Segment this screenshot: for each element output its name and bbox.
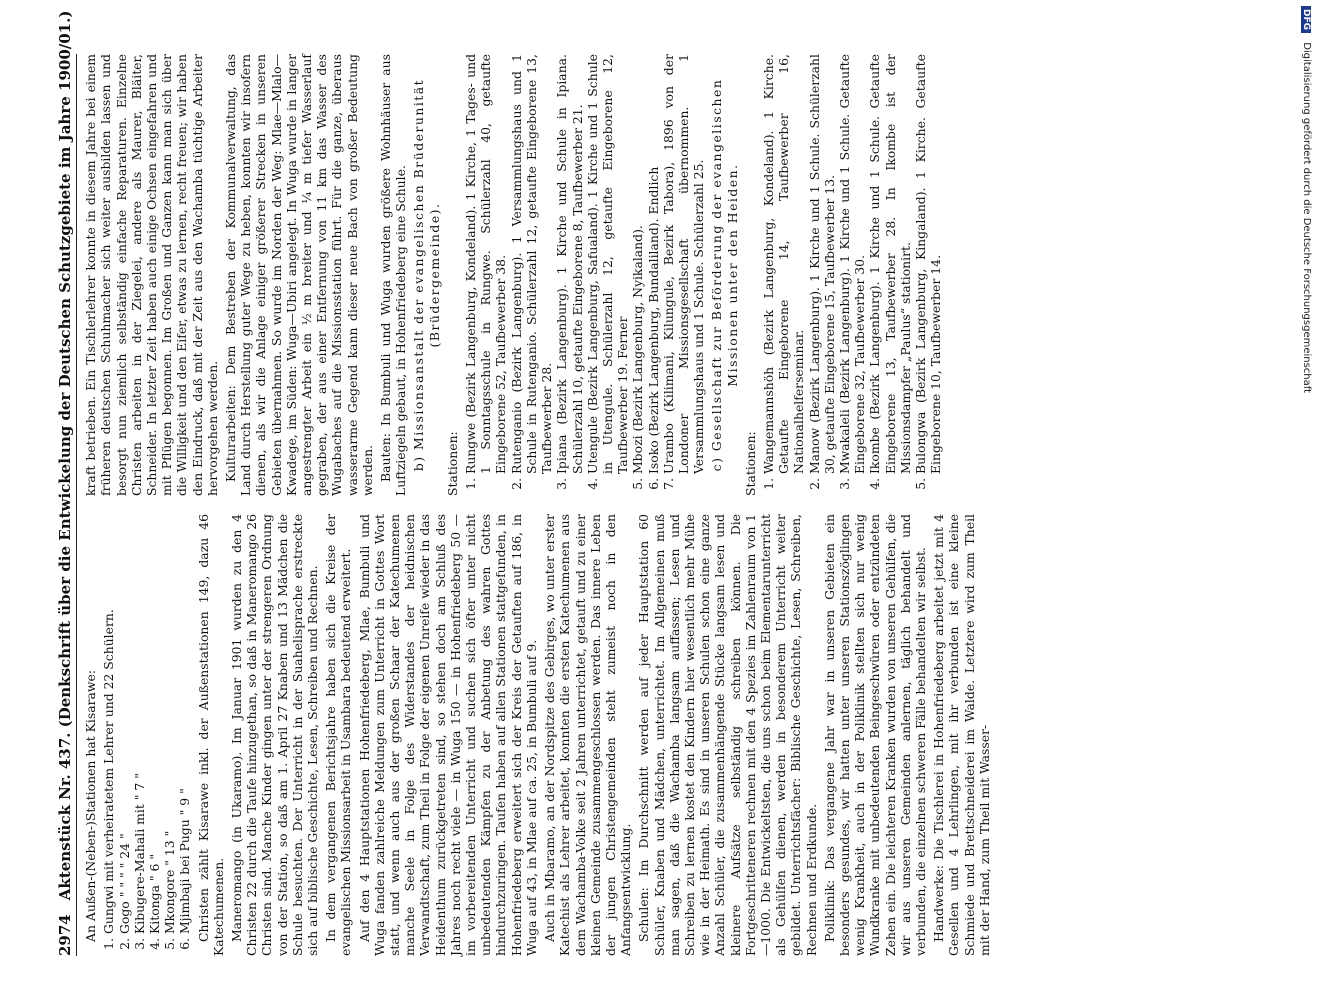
list-item: 1. Wangemannshöh (Bezirk Langenburg, Kondeland). 1 Kirche. Getaufte Eingeborene 14, Taufbewerber 16, Nationalhelferseminar. <box>761 54 807 474</box>
section-heading: c) Gesellschaft zur Beförderung der evangelischen Missionen unter den Heiden. <box>709 78 740 472</box>
list-item: 3. Ipiana (Bezirk Langenburg). 1 Kirche und Schule in Ipiana. Schülerzahl 10, getaufte Eingeborene 8, Taufbewerber 21. <box>554 54 584 474</box>
paragraph: Christen zählt Kisarawe inkl. der Außenstationen 149, dazu 46 Katechumenen. <box>195 514 226 956</box>
page-number: 2974 <box>56 914 74 956</box>
paragraph: In dem vergangenen Berichtsjahre haben sich die Kreise der evangelischen Missionsarbeit in Usambara bedeutend erweitert. <box>323 514 354 956</box>
list-item: 1. Gungwi mit verheiratetem Lehrer und 22 Schülern. <box>101 514 116 934</box>
list-item: 4. Kitonga " 6 " <box>147 514 162 934</box>
right-column <box>83 54 995 496</box>
paragraph: An Außen-(Neben-)Stationen hat Kisarawe: <box>83 669 99 942</box>
digitization-note <box>1296 6 1318 936</box>
paragraph: Kulturarbeiten: Dem Bestreben der Kommunalverwaltung, das Land durch Herstellung guter Wege zu heben, konnten wir insofern dienen, als wir die Anlage einiger größerer Strecken in unseren Gebieten übernahmen. So wurde im Norden der Weg: Mlae—Mlalo—Kwadege, im Süden: Wuga—Ubiri angelegt. In Wuga wurde in langer angestrengter Arbeit ein ½ m breiter und ¼ m tiefer Wasserlauf gegraben, der aus einer Entfernung von 11 km das Wasser des Wugabaches auf die Missionsstation führt. Für die ganze, überaus wasserarme Gegend kann dieser neue Bach von großer Bedeutung werden. <box>223 54 375 496</box>
document-page <box>50 10 1230 970</box>
left-column <box>83 514 995 956</box>
list-item: 5. Bulongwa (Bezirk Langenburg, Kingaland). 1 Kirche. Getaufte Eingeborene 10, Taufbewerber 14. <box>913 54 943 474</box>
list-item: 2. Rutenganio (Bezirk Langenburg). 1 Versammlungshaus und 1 Schule in Rutenganio. Schülerzahl 12, getaufte Eingeborene 13, Taufbewerber 28. <box>509 54 555 474</box>
list-item: 6. Isoko (Bezirk Langenburg, Bundaliland). Endlich <box>646 54 661 474</box>
list-item: 4. Utengule (Bezirk Langenburg, Safualand). 1 Kirche und 1 Schule in Utengule. Schülerzahl 12, getaufte Eingeborene 12, Taufbewerber 19. Ferner <box>585 54 631 474</box>
paragraph: Handwerke: Die Tischlerei in Hohenfriedeberg arbeitet jetzt mit 4 Gesellen und 4 Lehrlingen, mit ihr verbunden ist eine kleine Schmiede und Brettschneiderei im Walde. Letztere wird zum Theil mit der Hand, zum Theil mit Wasser- <box>931 514 992 956</box>
section-heading: b) Missionsanstalt der evangelischen Brüderunität (Brüdergemeinde). <box>411 78 442 472</box>
stations-label: Stationen: <box>444 431 460 496</box>
stations-label: Stationen: <box>742 431 758 496</box>
list-item: 5. Mkongore " 13 " <box>162 514 177 934</box>
scanned-page <box>50 10 1300 970</box>
text-columns <box>83 54 995 956</box>
list-item: 3. Kibugere-Mahali mit " 7 " <box>132 514 147 934</box>
list-item: 3. Mwakaleli (Bezirk Langenburg). 1 Kirche und 1 Schule. Getaufte Eingeborene 32, Taufbewerber 30. <box>837 54 867 474</box>
paragraph: Auch in Mbaramo, an der Nordspitze des Gebirges, wo unter erster Katechist als Lehrer arbeitet, konnten die ersten Katechumenen aus dem Wachamba-Volke seit 2 Jahren unterrichtet, getauft und zu einer kleinen Gemeinde zusammengeschlossen werden. Das innere Leben der jungen Christengemeinden steht zumeist noch in den Anfangsentwicklung. <box>542 514 634 956</box>
list-item: 6. Mjimbaji bei Pugu " 9 " <box>177 514 192 934</box>
list-item: 4. Ikombe (Bezirk Langenburg). 1 Kirche und 1 Schule. Getaufte Eingeborene 13, Taufbewerber 28. In Ikombe ist der Missionsdampfer „Paulus“ stationirt. <box>867 54 913 474</box>
paragraph: Auf den 4 Hauptstationen Hohenfriedeberg, Mlae, Bumbuli und Wuga fanden zahlreiche Meldungen zum Unterricht in Gottes Wort statt, und wenn auch aus der großen Schaar der Katechumenen manche Seele in Folge des Widerstandes der heidnischen Verwandtschaft, zum Theil in Folge der eigenen Unreife wieder in das Heidenthum zurückgetreten sind, so stehen doch am Schluß des Jahres noch recht viele — in Wuga 150 — in Hohenfriedeberg 50 — im vorbereitenden Unterricht und suchen sich öfter unter nicht unbedeutenden Kämpfen zu der Anbetung des wahren Gottes hindurchzuringen. Taufen haben auf allen Stationen stattgefunden, in Hohenfriedeberg erweitert sich der Kreis der Getauften auf 186, in Wuga auf 43, in Mlae auf ca. 25, in Bumbuli auf 9. <box>356 514 539 956</box>
list-item: 1. Rungwe (Bezirk Langenburg, Kondeland). 1 Kirche, 1 Tages- und 1 Sonntagsschule in Rungwe. Schülerzahl 40, getaufte Eingeborene 52, Taufbewerber 38. <box>463 54 509 474</box>
list-item: 5. Mbozi (Bezirk Langenburg, Nyikaland). <box>630 54 645 474</box>
list-item: 2. Manow (Bezirk Langenburg). 1 Kirche und 1 Schule. Schülerzahl 30, getaufte Eingeborene 15, Taufbewerber 13. <box>807 54 837 474</box>
paragraph: Maneromango (in Ukaramo). Im Januar 1901 wurden zu den 4 Christen 22 durch die Taufe hinzugethan, so daß in Maneromango 26 Christen sind. Manche Kinder gingen unter der strengeren Ordnung von der Station, so daß am 1. April 27 Knaben und 13 Mädchen die Schule besuchten. Der Unterricht in der Suahelisprache erstreckte sich auf biblische Geschichte, Lesen, Schreiben und Rechnen. <box>229 514 321 956</box>
dfg-logo: DFG <box>1301 6 1311 33</box>
page-header <box>56 10 77 956</box>
paragraph: kraft betrieben. Ein Tischlerlehrer konnte in diesem Jahre bei einem früheren deutschen Schuhmacher sich weiter ausbilden lassen und besorgt nun ziemlich selbständig einfache Reparaturen. Einzelne Christen arbeiten in der Ziegelei, andere als Maurer, Bläiter, Schneider. In letzter Zeit haben auch einige Ochsen eingefahren und mit Pflügen begonnen. Im Großen und Ganzen kann man sich über die Willigkeit und den Eifer, etwas zu lernen, recht freuen; wir haben den Eindruck, daß mit der Zeit aus den Wachamba tüchtige Arbeiter hervorgehen werden. <box>83 54 220 496</box>
page-title: Aktenstück Nr. 437. (Denkschrift über die Entwickelung der Deutschen Schutzgebiete im Jahre 1900/01.) <box>56 10 74 901</box>
station-list <box>463 54 706 496</box>
station-list <box>101 514 192 956</box>
paragraph: Schulen: Im Durchschnitt werden auf jeder Hauptstation 60 Schüler, Knaben und Mädchen, unterrichtet. Im Allgemeinen muß man sagen, daß die Wachamba langsam auffassen; Lesen und Schreiben zu lernen kostet den Kindern hier wesentlich mehr Mühe wie in der Heimath. Es sind in unseren Schulen schon eine ganze Anzahl Schüler, die zusammenhängende Stücke langsam lesen und kleinere Aufsätze selbständig schreiben können. Die Fortgeschritteneren rechnen mit den 4 Spezies im Zahlenraum von 1—1000. Die Entwickeltsten, die uns schon beim Elementarunterricht als Gehülfen dienen, werden in besonderem Unterricht weiter gebildet. Unterrichtsfächer: Biblische Geschichte, Lesen, Schreiben, Rechnen und Erdkunde. <box>636 514 819 956</box>
station-list <box>761 54 943 496</box>
list-item: 2. Gogo " " " " 24 " <box>117 514 132 934</box>
paragraph: Poliklinik: Das vergangene Jahr war in unseren Gebieten ein besonders gesundes, wir hatten unter unseren Stationszöglingen wenig Krankheit, auch in der Poliklinik stellten sich nur wenig Wundkranke mit unbedeutenden Beingeschwüren oder entzündeten Zehen ein. Die leichteren Kranken wurden von unseren Gehülfen, die wir aus unseren Gemeinden anlernen, täglich behandelt und verbunden, die einzelnen schweren Fälle behandelten wir selbst. <box>821 514 928 956</box>
list-item: 7. Urambo (Kilimani, Kilungule, Bezirk Tabora), 1896 von der Londoner Missionsgesellschaft übernommen. 1 Versammlungshaus und 1 Schule. Schülerzahl 25. <box>661 54 707 474</box>
digitization-text: Digitalisierung gefördert durch die Deutsche Forschungsgemeinschaft <box>1301 42 1312 394</box>
paragraph: Bauten: In Bumbuli und Wuga wurden größere Wohnhäuser aus Luftziegeln gebaut, in Hohenfriedeberg eine Schule. <box>378 54 409 496</box>
